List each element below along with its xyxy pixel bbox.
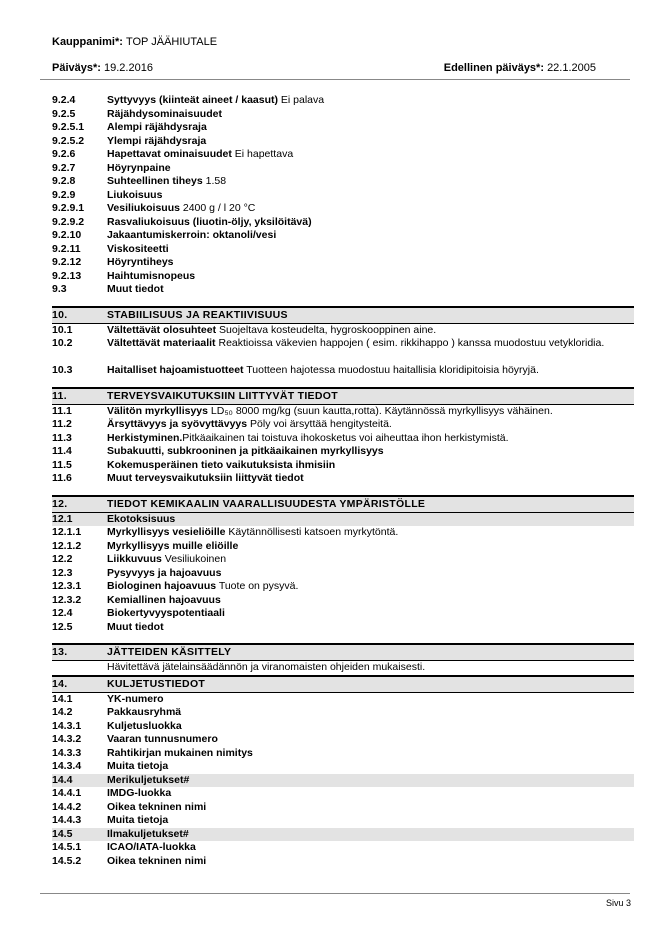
row-content <box>107 580 632 594</box>
document-body <box>52 94 634 868</box>
row-value: Tuotteen hajotessa muodostuu haitallisia kloridipitoisia höyryjä. <box>243 364 539 376</box>
section-title: STABIILISUUS JA REAKTIIVISUUS <box>107 308 288 321</box>
row-content <box>107 283 632 297</box>
section-row-11-3 <box>52 432 634 446</box>
row-number: 12.1.2 <box>52 539 82 552</box>
previous-date-label: Edellinen päiväys*: <box>443 62 544 74</box>
row-content <box>107 256 632 270</box>
section-row-12-1-2 <box>52 540 634 554</box>
row-number: 10.1 <box>52 323 73 336</box>
row-content <box>107 270 632 284</box>
row-label: Rasvaliukoisuus (liuotin-öljy, yksilöitävä) <box>107 215 312 228</box>
section-row-11-6 <box>52 472 634 486</box>
row-value: Ei palava <box>278 94 325 106</box>
row-number: 9.2.9 <box>52 188 76 201</box>
section-row-14-2 <box>52 706 634 720</box>
row-label: Syttyvyys (kiinteät aineet / kaasut) <box>107 94 278 106</box>
row-content <box>107 189 632 203</box>
row-content <box>107 135 632 149</box>
row-content <box>107 459 632 473</box>
row-content <box>107 828 632 842</box>
row-number: 9.2.5.1 <box>52 121 85 133</box>
section-number: 12. <box>52 497 68 510</box>
section-row-9-2-9-2 <box>52 216 634 230</box>
row-number: 9.2.9.1 <box>52 202 85 214</box>
row-label: Vältettävät materiaalit <box>107 337 216 349</box>
row-content <box>107 787 632 801</box>
row-label: YK-numero <box>107 692 164 705</box>
row-number: 9.2.12 <box>52 256 82 268</box>
row-label: Haihtumisnopeus <box>107 269 196 282</box>
row-number: 11.2 <box>52 418 72 430</box>
section-row-11-2 <box>52 418 634 432</box>
row-content <box>107 747 632 761</box>
section-row-12-3 <box>52 567 634 581</box>
section-row-9-2-7 <box>52 162 634 176</box>
row-content <box>107 594 632 608</box>
section-row-12-1-1 <box>52 526 634 540</box>
row-content <box>107 108 632 122</box>
row-label: Muita tietoja <box>107 760 169 772</box>
section-row-9-2-4 <box>52 94 634 108</box>
row-number: 14.3.4 <box>52 760 82 772</box>
row-number: 11.5 <box>52 458 72 471</box>
row-number: 12.3.1 <box>52 580 82 592</box>
section-row-9-2-12 <box>52 256 634 270</box>
spacer <box>52 378 634 387</box>
waste-handling-text <box>52 661 634 675</box>
section-row-11-5 <box>52 459 634 473</box>
row-number: 9.2.5.2 <box>52 134 85 147</box>
row-label: Subakuutti, subkrooninen ja pitkäaikainen myrkyllisyys <box>107 445 384 457</box>
section-row-9-2-10 <box>52 229 634 243</box>
row-content <box>107 760 632 774</box>
row-label: Muut tiedot <box>107 283 164 295</box>
page-number: Sivu 3 <box>605 898 631 908</box>
section-title: TERVEYSVAIKUTUKSIIN LIITTYVÄT TIEDOT <box>107 389 338 402</box>
row-label: Rahtikirjan mukainen nimitys <box>107 746 253 759</box>
row-number: 11.1 <box>52 404 72 417</box>
row-value: Ei hapettava <box>231 148 294 160</box>
row-number: 9.2.5 <box>52 107 76 120</box>
section-row-14-4-2 <box>52 801 634 815</box>
row-number: 14.1 <box>52 692 73 705</box>
row-label: Pakkausryhmä <box>107 706 182 718</box>
row-content <box>107 855 632 869</box>
row-number: 12.4 <box>52 607 73 619</box>
row-label: Ilmakuljetukset# <box>107 827 189 840</box>
row-number: 14.4.1 <box>52 787 82 799</box>
row-content <box>107 540 632 554</box>
section-header <box>52 495 634 513</box>
section-row-14-3-1 <box>52 720 634 734</box>
section-header <box>52 306 634 324</box>
row-label: Räjähdysominaisuudet <box>107 107 222 120</box>
section-row-14-5-1 <box>52 841 634 855</box>
row-content <box>107 720 632 734</box>
row-number: 11.3 <box>52 431 72 444</box>
section-row-14-5-2 <box>52 855 634 869</box>
row-number: 9.2.7 <box>52 161 76 174</box>
section-row-14-5 <box>52 828 634 842</box>
row-label: Kuljetusluokka <box>107 719 182 732</box>
row-value: Tuote on pysyvä. <box>216 580 299 592</box>
row-content <box>107 801 632 815</box>
row-label: Hapettavat ominaisuudet <box>107 148 232 160</box>
row-number: 12.1.1 <box>52 526 82 538</box>
row-number: 14.3.1 <box>52 719 82 732</box>
row-number: 9.3 <box>52 283 67 295</box>
row-label: Myrkyllisyys vesieliöille <box>107 526 226 538</box>
row-label: Vesiliukoisuus <box>107 202 180 214</box>
row-content <box>107 418 632 432</box>
section-row-9-3 <box>52 283 634 297</box>
section-row-12-3-1 <box>52 580 634 594</box>
row-number: 14.2 <box>52 706 73 718</box>
row-label: Muita tietoja <box>107 814 169 826</box>
row-number: 14.3.3 <box>52 746 82 759</box>
section-row-14-4-1 <box>52 787 634 801</box>
section-row-9-2-5-1 <box>52 121 634 135</box>
section-header <box>52 387 634 405</box>
row-value: 2400 g / l 20 °C <box>179 202 256 214</box>
row-content <box>107 607 632 621</box>
date-label: Päiväys*: <box>52 62 101 74</box>
product-name-value: TOP JÄÄHIUTALE <box>125 36 218 48</box>
row-label: IMDG-luokka <box>107 787 172 799</box>
section-row-12-1 <box>52 513 634 527</box>
spacer <box>52 634 634 643</box>
row-content <box>107 814 632 828</box>
row-content <box>107 445 632 459</box>
row-number: 11.6 <box>52 472 72 484</box>
section-row-12-2 <box>52 553 634 567</box>
row-label: Kemiallinen hajoavuus <box>107 593 221 606</box>
row-label: Viskositeetti <box>107 242 169 255</box>
section-title: TIEDOT KEMIKAALIN VAARALLISUUDESTA YMPÄRISTÖLLE <box>107 497 426 510</box>
header-divider <box>40 79 630 80</box>
spacer <box>52 486 634 495</box>
section-row-10-2 <box>52 337 634 364</box>
row-number: 10.2 <box>52 337 73 349</box>
section-row-12-3-2 <box>52 594 634 608</box>
row-content <box>107 243 632 257</box>
row-label: Ekotoksisuus <box>107 512 176 525</box>
row-content <box>107 337 632 351</box>
row-label: Ylempi räjähdysraja <box>107 134 207 147</box>
row-label: Herkistyminen. <box>107 431 183 444</box>
section-row-10-3 <box>52 364 634 378</box>
row-content <box>107 841 632 855</box>
row-number: 12.2 <box>52 553 73 565</box>
row-number: 14.4 <box>52 773 73 786</box>
row-content <box>107 706 632 720</box>
section-row-9-2-8 <box>52 175 634 189</box>
date-value: 19.2.2016 <box>104 62 153 74</box>
row-content <box>107 162 632 176</box>
row-content <box>107 216 632 230</box>
row-value: 1.58 <box>202 175 227 187</box>
section-row-12-4 <box>52 607 634 621</box>
row-number: 9.2.10 <box>52 229 82 241</box>
previous-date <box>444 62 596 74</box>
row-value: Reaktioissa väkevien happojen ( esim. rikkihappo ) kanssa muodostuu vetykloridia. <box>215 337 605 349</box>
row-value: Käytännöllisesti katsoen myrkytöntä. <box>225 526 399 538</box>
row-number: 12.3 <box>52 566 73 579</box>
footer-divider <box>40 893 630 894</box>
row-label: Merikuljetukset# <box>107 773 190 786</box>
row-content <box>107 229 632 243</box>
row-label: Biokertyvyyspotentiaali <box>107 607 225 619</box>
row-label: ICAO/IATA-luokka <box>107 841 196 853</box>
row-value: LD₅₀ 8000 mg/kg (suun kautta,rotta). Käytännössä myrkyllisyys vähäinen. <box>207 404 553 417</box>
row-label: Liukoisuus <box>107 188 163 201</box>
row-content <box>107 553 632 567</box>
row-label: Alempi räjähdysraja <box>107 121 207 133</box>
row-label: Höyrynpaine <box>107 161 171 174</box>
product-name-label: Kauppanimi*: <box>52 36 123 48</box>
row-content <box>107 733 632 747</box>
section-number: 13. <box>52 646 68 658</box>
section-row-14-4 <box>52 774 634 788</box>
product-name <box>52 36 217 48</box>
row-number: 14.5.1 <box>52 841 82 853</box>
row-label: Suhteellinen tiheys <box>107 175 203 187</box>
row-label: Myrkyllisyys muille eliöille <box>107 539 239 552</box>
row-number: 14.5.2 <box>52 854 82 867</box>
row-content <box>107 621 632 635</box>
row-value: Suojeltava kosteudelta, hygroskooppinen aine. <box>216 323 437 336</box>
row-label: Höyryntiheys <box>107 256 174 268</box>
row-content <box>107 526 632 540</box>
row-number: 12.3.2 <box>52 593 82 606</box>
section-row-9-2-5-2 <box>52 135 634 149</box>
section-row-9-2-5 <box>52 108 634 122</box>
section-row-14-3-4 <box>52 760 634 774</box>
section-title: KULJETUSTIEDOT <box>107 677 206 690</box>
row-label: Haitalliset hajoamistuotteet <box>107 364 244 376</box>
row-label: Oikea tekninen nimi <box>107 854 207 867</box>
row-label: Välitön myrkyllisyys <box>107 404 208 417</box>
row-content <box>107 693 632 707</box>
row-label: Biologinen hajoavuus <box>107 580 217 592</box>
previous-date-value: 22.1.2005 <box>547 62 596 74</box>
section-row-14-1 <box>52 693 634 707</box>
row-number: 9.2.9.2 <box>52 215 85 228</box>
row-number: 10.3 <box>52 364 73 376</box>
row-label: Muut terveysvaikutuksiin liittyvät tiedot <box>107 472 304 484</box>
row-content <box>107 121 632 135</box>
row-content <box>107 513 632 527</box>
section-row-10-1 <box>52 324 634 338</box>
row-content <box>107 324 632 338</box>
row-number: 14.3.2 <box>52 733 82 745</box>
row-label: Muut tiedot <box>107 620 164 633</box>
row-number: 9.2.11 <box>52 242 81 255</box>
section-row-12-5 <box>52 621 634 635</box>
spacer <box>52 297 634 306</box>
row-number: 9.2.8 <box>52 175 76 187</box>
row-number: 14.4.2 <box>52 800 82 813</box>
section-row-14-3-2 <box>52 733 634 747</box>
row-number: 14.4.3 <box>52 814 82 826</box>
row-label: Oikea tekninen nimi <box>107 800 207 813</box>
section-row-9-2-9 <box>52 189 634 203</box>
row-content <box>107 472 632 486</box>
row-number: 14.5 <box>52 827 73 840</box>
row-label: Vaaran tunnusnumero <box>107 733 218 745</box>
row-content <box>107 175 632 189</box>
row-content <box>107 774 632 788</box>
section-number: 11. <box>52 389 67 402</box>
row-value: Hävitettävä jätelainsäädännön ja viranomaisten ohjeiden mukaisesti. <box>107 661 426 673</box>
date <box>52 62 153 74</box>
row-content <box>107 364 632 378</box>
row-number: 11.4 <box>52 445 72 457</box>
row-label: Kokemusperäinen tieto vaikutuksista ihmisiin <box>107 458 336 471</box>
row-value: Pitkäaikainen tai toistuva ihokosketus voi aiheuttaa ihon herkistymistä. <box>182 431 509 444</box>
row-label: Ärsyttävyys ja syövyttävyys <box>107 418 248 430</box>
row-label: Jakaantumiskerroin: oktanoli/vesi <box>107 229 277 241</box>
row-label: Pysyvyys ja hajoavuus <box>107 566 222 579</box>
row-content <box>107 94 632 108</box>
section-header <box>52 643 634 661</box>
row-number: 9.2.13 <box>52 269 82 282</box>
section-header <box>52 675 634 693</box>
row-number: 12.5 <box>52 620 73 633</box>
section-row-9-2-13 <box>52 270 634 284</box>
row-value: Vesiliukoinen <box>161 553 227 565</box>
section-row-11-1 <box>52 405 634 419</box>
row-value: Pöly voi ärsyttää hengitysteitä. <box>247 418 392 430</box>
row-number: 9.2.6 <box>52 148 76 160</box>
section-row-9-2-9-1 <box>52 202 634 216</box>
section-row-9-2-6 <box>52 148 634 162</box>
row-number: 9.2.4 <box>52 94 76 106</box>
section-number: 10. <box>52 308 68 321</box>
section-row-14-3-3 <box>52 747 634 761</box>
row-content <box>107 202 632 216</box>
row-content <box>107 432 632 446</box>
row-label: Vältettävät olosuhteet <box>107 323 217 336</box>
row-label: Liikkuvuus <box>107 553 162 565</box>
section-row-11-4 <box>52 445 634 459</box>
section-number: 14. <box>52 677 68 690</box>
row-content <box>107 567 632 581</box>
section-row-9-2-11 <box>52 243 634 257</box>
section-row-14-4-3 <box>52 814 634 828</box>
row-content <box>107 405 632 419</box>
section-title: JÄTTEIDEN KÄSITTELY <box>107 646 232 658</box>
row-number: 12.1 <box>52 512 73 525</box>
row-content <box>107 148 632 162</box>
